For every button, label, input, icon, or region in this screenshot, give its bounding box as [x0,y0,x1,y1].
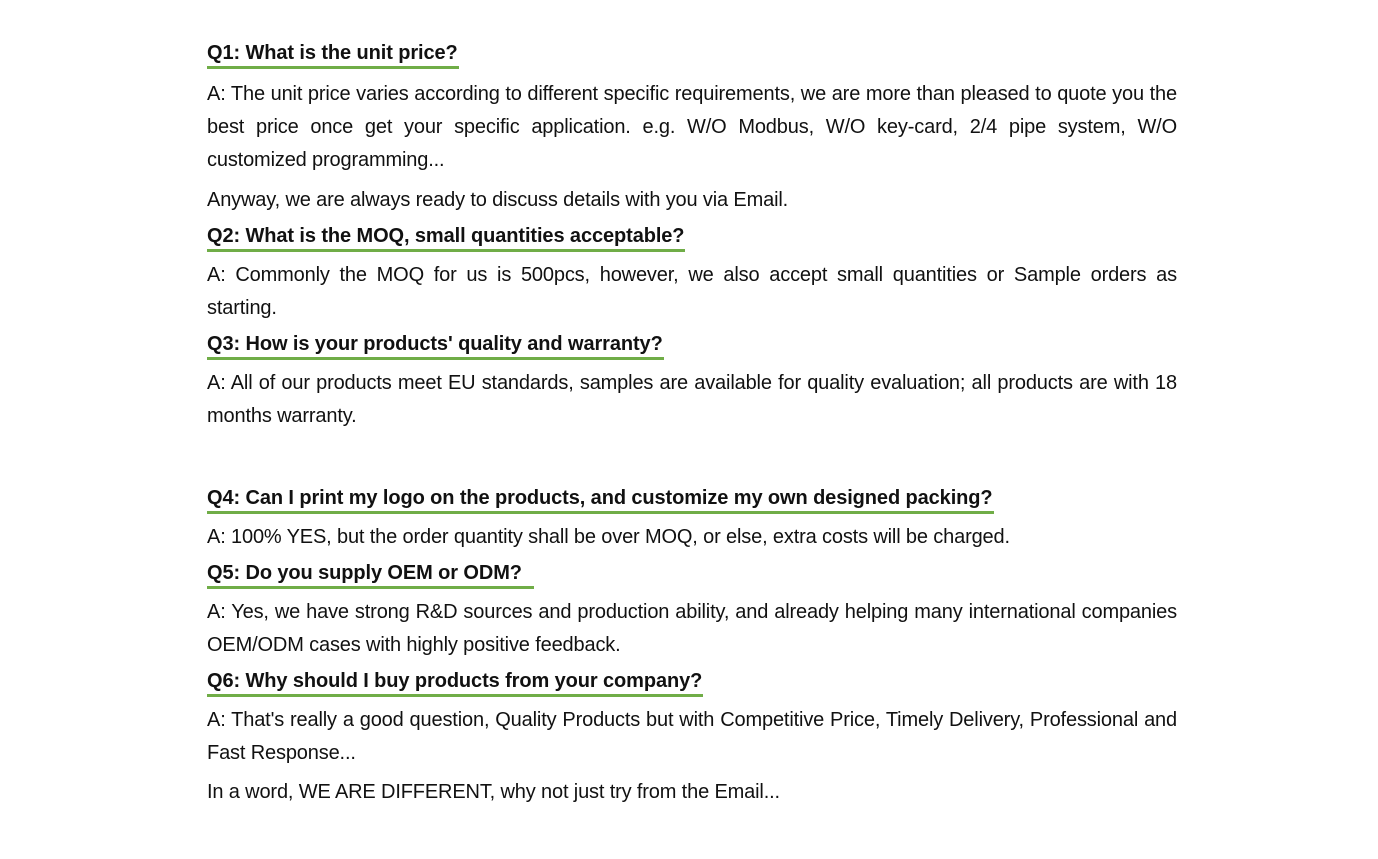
question-heading: Q2: What is the MOQ, small quantities acceptable? [207,223,685,252]
faq-question-4 [207,485,1177,514]
faq-question-6 [207,668,1177,697]
question-heading: Q4: Can I print my logo on the products, and customize my own designed packing? [207,485,994,514]
faq-question-3 [207,331,1177,360]
faq-question-1 [207,40,1177,69]
faq-question-5 [207,560,1177,589]
faq-answer-5: A: Yes, we have strong R&D sources and production ability, and already helping many international companies OEM/ODM cases with highly positive feedback. [207,601,1177,656]
faq-answer-3: A: All of our products meet EU standards, samples are available for quality evaluation; all products are with 18 months warranty. [207,372,1177,427]
faq-answer-1-note: Anyway, we are always ready to discuss details with you via Email. [207,189,789,211]
question-heading: Q1: What is the unit price? [207,40,459,69]
question-heading: Q6: Why should I buy products from your company? [207,668,703,697]
faq-answer-2: A: Commonly the MOQ for us is 500pcs, however, we also accept small quantities or Sample orders as starting. [207,264,1177,319]
faq-answer-6-closing: In a word, WE ARE DIFFERENT, why not just try from the Email... [207,781,780,803]
faq-answer-6: A: That's really a good question, Quality Products but with Competitive Price, Timely Delivery, Professional and Fast Response... [207,709,1177,764]
faq-answer-1: A: The unit price varies according to different specific requirements, we are more than pleased to quote you the best price once get your specific application. e.g. W/O Modbus, W/O key-card, 2/4 pipe system, W/O customized programming... [207,83,1177,171]
question-heading: Q5: Do you supply OEM or ODM? [207,560,534,589]
faq-document [207,36,1177,809]
faq-answer-4: A: 100% YES, but the order quantity shall be over MOQ, or else, extra costs will be charged. [207,526,1010,548]
faq-question-2 [207,223,1177,252]
question-heading: Q3: How is your products' quality and warranty? [207,331,664,360]
